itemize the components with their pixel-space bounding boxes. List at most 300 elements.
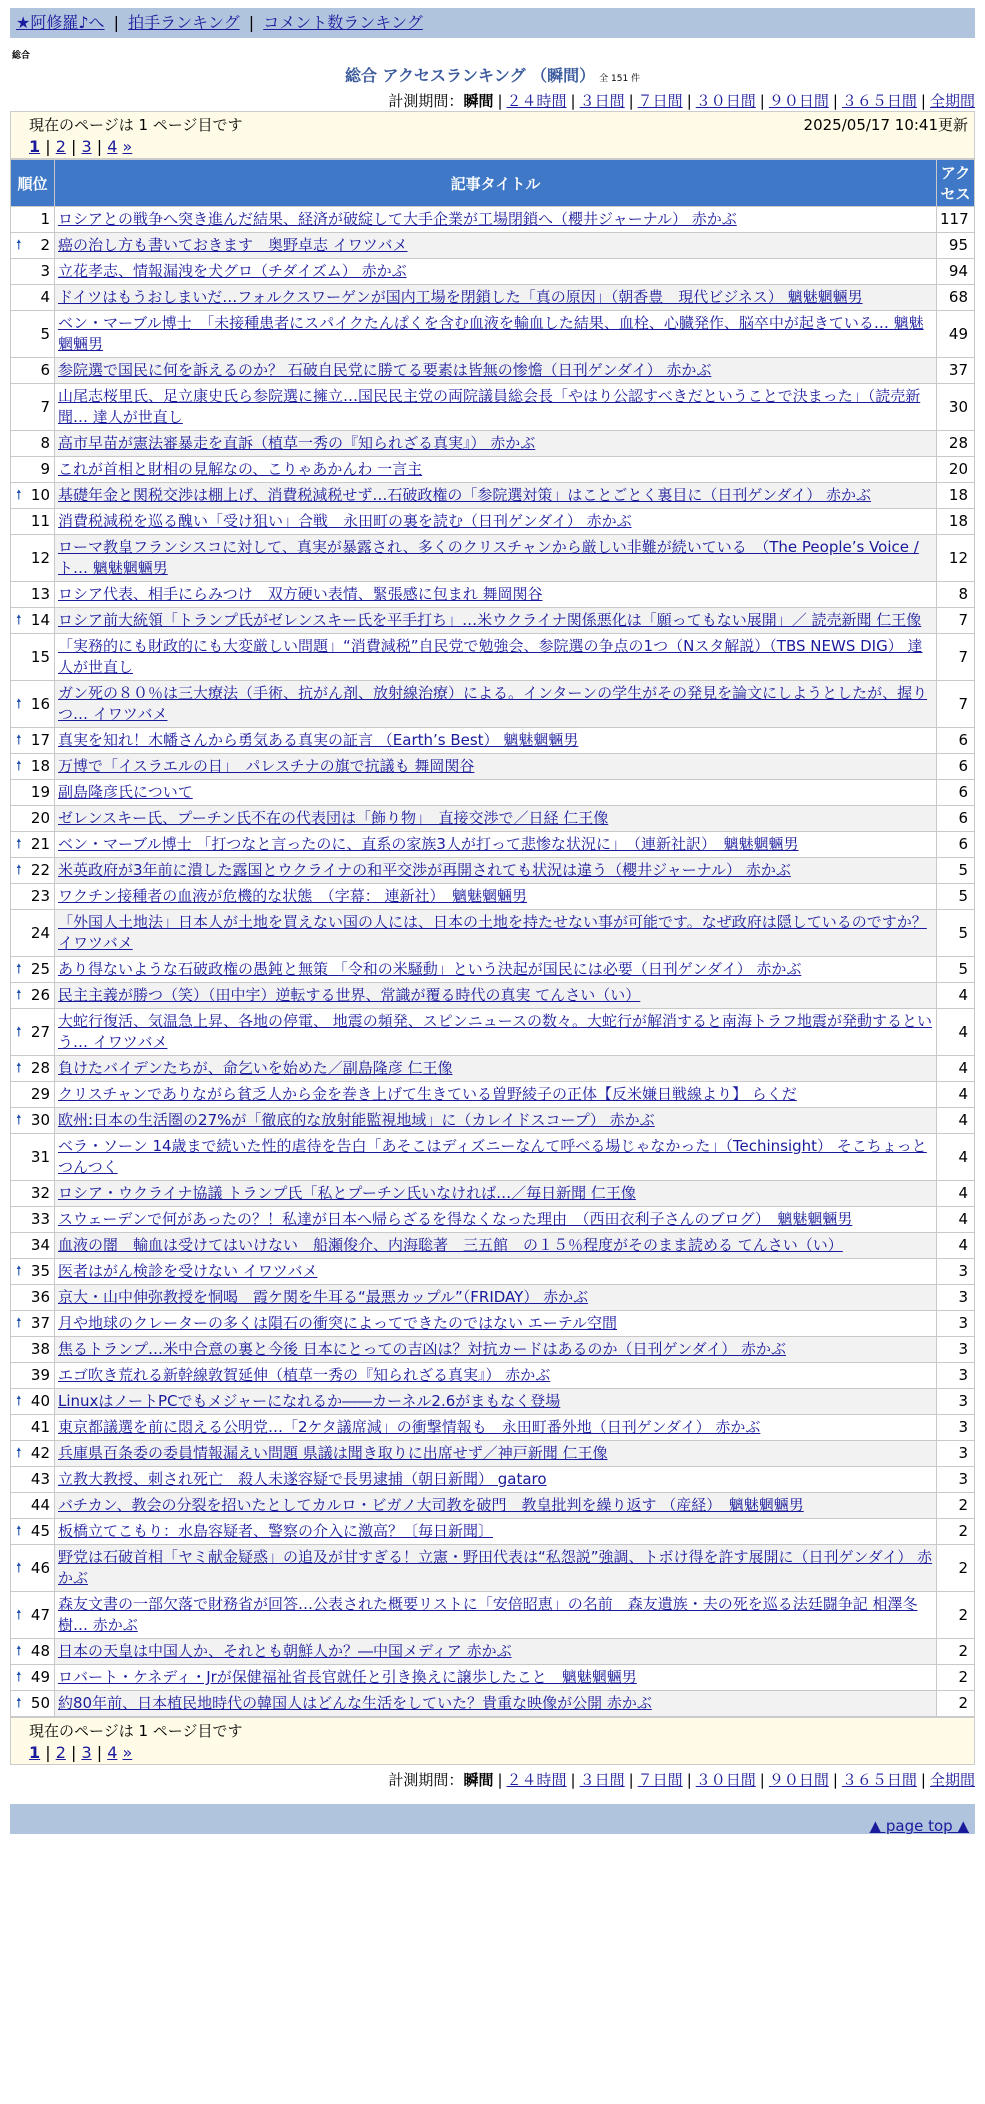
title-cell: [55, 259, 937, 285]
table-row: [11, 285, 975, 311]
article-link[interactable]: 欧州:日本の生活圏の27%が「徹底的な放射能監視地域」に（カレイドスコープ） 赤かぶ: [58, 1111, 655, 1129]
article-link[interactable]: 京大・山中伸弥教授を恫喝 霞ケ関を牛耳る“最悪カップル”（FRIDAY） 赤かぶ: [58, 1288, 589, 1306]
period-separator: |: [570, 92, 576, 110]
access-count: 20: [937, 457, 975, 483]
rank-cell: [11, 1108, 55, 1134]
title-cell: [55, 1337, 937, 1363]
up-arrow-icon: 🠕: [16, 733, 22, 748]
rank-cell: [11, 1259, 55, 1285]
rank-number: 19: [30, 783, 50, 801]
title-cell: [55, 1415, 937, 1441]
article-link[interactable]: ドイツはもうおしまいだ…フォルクスワーゲンが国内工場を閉鎖した「真の原因」（朝香豊 現代ビジネス） 魑魅魍魎男: [58, 288, 863, 306]
article-link[interactable]: 消費税減税を巡る醜い「受け狙い」合戦 永田町の裏を読む（日刊ゲンダイ） 赤かぶ: [58, 512, 632, 530]
title-cell: [55, 207, 937, 233]
page-separator: |: [40, 1743, 56, 1762]
table-row: [11, 681, 975, 728]
article-link[interactable]: ベン・マーブル博士 「未接種患者にスパイクたんぱくを含む血液を輸血した結果、血栓、心臓発作、脳卒中が起きている… 魑魅魍魎男: [58, 314, 924, 353]
article-link[interactable]: ゼレンスキー氏、プーチン氏不在の代表団は「飾り物」 直接交渉で／日経 仁王像: [58, 809, 609, 827]
period-link[interactable]: ３６５日間: [841, 92, 917, 110]
article-link[interactable]: 大蛇行復活、気温急上昇、各地の停電、 地震の頻発、スピンニュースの数々。大蛇行が解消すると南海トラフ地震が発動するという… イワツバメ: [58, 1012, 933, 1051]
table-row: [11, 1056, 975, 1082]
rank-cell: [11, 311, 55, 358]
page-link[interactable]: 4: [107, 1743, 118, 1762]
rank-cell: [11, 634, 55, 681]
rank-header: 順位: [11, 160, 55, 207]
rank-number: 43: [30, 1470, 50, 1488]
rank-number: 26: [30, 986, 50, 1004]
up-arrow-icon: 🠕: [16, 1316, 22, 1331]
table-row: [11, 1311, 975, 1337]
access-count: 12: [937, 535, 975, 582]
page-link[interactable]: 3: [81, 1743, 92, 1762]
rank-cell: [11, 780, 55, 806]
rank-cell: [11, 957, 55, 983]
up-arrow-icon: 🠕: [16, 1607, 22, 1623]
rank-number: 41: [30, 1418, 50, 1436]
table-row: [11, 509, 975, 535]
access-count: 4: [937, 1181, 975, 1207]
table-row: [11, 1285, 975, 1311]
access-count: 94: [937, 259, 975, 285]
table-row: [11, 634, 975, 681]
page-top-link[interactable]: ▲ page top ▲: [869, 1817, 969, 1835]
access-count: 2: [937, 1493, 975, 1519]
page-separator: |: [91, 137, 108, 156]
title-cell: [55, 233, 937, 259]
rank-cell: [11, 1207, 55, 1233]
home-link[interactable]: ★阿修羅♪へ: [16, 13, 105, 32]
table-row: [11, 1009, 975, 1056]
access-count: 5: [937, 910, 975, 957]
page-link[interactable]: 1: [29, 1743, 41, 1762]
rank-number: 10: [30, 486, 50, 504]
table-row: [11, 259, 975, 285]
article-link[interactable]: クリスチャンでありながら貧乏人から金を巻き上げて生きている曽野綾子の正体【反米嫌日戦線より】 らくだ: [58, 1085, 797, 1103]
access-count: 5: [937, 957, 975, 983]
rank-cell: [11, 1337, 55, 1363]
rank-cell: [11, 884, 55, 910]
article-link[interactable]: ロシアとの戦争へ突き進んだ結果、経済が破綻して大手企業が工場閉鎖へ（櫻井ジャーナル） 赤かぶ: [58, 210, 737, 228]
rank-number: 50: [30, 1694, 50, 1712]
access-count: 4: [937, 1207, 975, 1233]
access-count: 3: [937, 1389, 975, 1415]
period-label: 計測期間：: [388, 1771, 464, 1789]
table-row: [11, 780, 975, 806]
article-link[interactable]: 山尾志桜里氏、足立康史氏ら参院選に擁立…国民民主党の両院議員総会長「やはり公認すべきだということで決まった」（読売新聞… 達人が世直し: [58, 387, 921, 426]
rank-cell: [11, 1467, 55, 1493]
period-separator: |: [920, 1771, 926, 1789]
article-link[interactable]: バチカン、教会の分裂を招いたとしてカルロ・ビガノ大司教を破門 教皇批判を繰り返す （産経） 魑魅魍魎男: [58, 1496, 804, 1514]
access-count: 4: [937, 1134, 975, 1181]
up-arrow-icon: 🠕: [16, 962, 22, 977]
table-row: [11, 983, 975, 1009]
period-selector-bottom: [10, 1769, 975, 1790]
title-cell: [55, 1592, 937, 1639]
rank-number: 44: [30, 1496, 50, 1514]
page-link[interactable]: 3: [81, 137, 92, 156]
table-row: [11, 358, 975, 384]
period-link[interactable]: ２４時間: [506, 92, 567, 110]
up-arrow-icon: 🠕: [16, 1670, 22, 1685]
rank-number: 9: [40, 460, 50, 478]
period-link[interactable]: ７日間: [637, 1771, 683, 1789]
rank-number: 33: [30, 1210, 50, 1228]
title-cell: [55, 754, 937, 780]
access-count: 2: [937, 1545, 975, 1592]
title-cell: [55, 1207, 937, 1233]
rank-number: 48: [30, 1642, 50, 1660]
title-cell: [55, 311, 937, 358]
access-count: 28: [937, 431, 975, 457]
article-link[interactable]: 「実務的にも財政的にも大変厳しい問題」“消費減税”自民党で勉強会、参院選の争点の1つ（Nスタ解説）（TBS NEWS DIG） 達人が世直し: [58, 637, 923, 676]
next-page-link[interactable]: »: [122, 1743, 133, 1762]
period-link[interactable]: ２４時間: [506, 1771, 567, 1789]
rank-cell: [11, 608, 55, 634]
rank-cell: [11, 1233, 55, 1259]
period-link[interactable]: ７日間: [637, 92, 683, 110]
access-count: 3: [937, 1259, 975, 1285]
rank-number: 4: [40, 288, 50, 306]
total-count: 全 151 件: [599, 74, 641, 84]
rank-cell: [11, 1056, 55, 1082]
rank-number: 14: [30, 611, 50, 629]
pagination-box: [10, 111, 975, 159]
table-row: [11, 431, 975, 457]
access-count: 7: [937, 634, 975, 681]
rank-cell: [11, 754, 55, 780]
table-row: [11, 1389, 975, 1415]
title-header: 記事タイトル: [55, 160, 937, 207]
title-cell: [55, 780, 937, 806]
up-arrow-icon: 🠕: [16, 613, 22, 628]
period-link[interactable]: ３日間: [579, 92, 625, 110]
table-row: [11, 207, 975, 233]
rank-number: 16: [30, 694, 50, 713]
page-separator: |: [65, 137, 82, 156]
rank-cell: [11, 1389, 55, 1415]
title-cell: [55, 1389, 937, 1415]
table-row: [11, 1493, 975, 1519]
up-arrow-icon: 🠕: [16, 988, 22, 1003]
up-arrow-icon: 🠕: [16, 1113, 22, 1128]
article-link[interactable]: ガン死の８０％は三大療法（手術、抗がん剤、放射線治療）による。インターンの学生がその発見を論文にしようとしたが、握りつ… イワツバメ: [58, 684, 928, 723]
access-count: 2: [937, 1592, 975, 1639]
title-cell: [55, 858, 937, 884]
rank-number: 2: [40, 236, 50, 254]
article-link[interactable]: 日本の天皇は中国人か、それとも朝鮮人か？―中国メディア 赤かぶ: [58, 1642, 512, 1660]
article-link[interactable]: 医者はがん検診を受けない イワツバメ: [58, 1262, 318, 1280]
access-count: 68: [937, 285, 975, 311]
period-link[interactable]: ３６５日間: [841, 1771, 917, 1789]
article-link[interactable]: 癌の治し方も書いておきます 奥野卓志 イワツバメ: [58, 236, 408, 254]
rank-cell: [11, 1639, 55, 1665]
article-link[interactable]: あり得ないような石破政権の愚鈍と無策 「令和の米騒動」という決起が国民には必要（日刊ゲンダイ） 赤かぶ: [58, 960, 802, 978]
table-row: [11, 957, 975, 983]
title-cell: [55, 1009, 937, 1056]
rank-number: 24: [30, 923, 50, 942]
access-count: 4: [937, 1056, 975, 1082]
up-arrow-icon: 🠕: [16, 238, 22, 253]
article-link[interactable]: 約80年前、日本植民地時代の韓国人はどんな生活をしていた？貴重な映像が公開 赤かぶ: [58, 1694, 652, 1712]
article-link[interactable]: エゴ吹き荒れる新幹線敦賀延伸（植草一秀の『知られざる真実』） 赤かぶ: [58, 1366, 551, 1384]
access-count: 2: [937, 1691, 975, 1717]
rank-number: 5: [40, 324, 50, 343]
title-cell: [55, 681, 937, 728]
article-link[interactable]: 万博で「イスラエルの日」 パレスチナの旗で抗議も 舞岡関谷: [58, 757, 475, 775]
rank-cell: [11, 582, 55, 608]
article-link[interactable]: ロシア・ウクライナ協議 トランプ氏「私とプーチン氏いなければ…／毎日新聞 仁王像: [58, 1184, 636, 1202]
rank-number: 45: [30, 1522, 50, 1540]
rank-number: 11: [30, 512, 50, 530]
ranking-title: 総合 アクセスランキング （瞬間）: [344, 66, 596, 85]
period-separator: |: [759, 1771, 765, 1789]
rank-number: 8: [40, 434, 50, 452]
access-count: 117: [937, 207, 975, 233]
rank-number: 36: [30, 1288, 50, 1306]
period-link[interactable]: ９０日間: [768, 92, 829, 110]
title-cell: [55, 285, 937, 311]
page-link[interactable]: 1: [29, 137, 41, 156]
up-arrow-icon: 🠕: [16, 488, 22, 503]
rank-cell: [11, 233, 55, 259]
rank-cell: [11, 259, 55, 285]
article-link[interactable]: 野党は石破首相「ヤミ献金疑惑」の追及が甘すぎる！立憲・野田代表は“私怨説”強調、トボけ得を許す展開に（日刊ゲンダイ） 赤かぶ: [58, 1548, 933, 1587]
article-link[interactable]: 基礎年金と関税交渉は棚上げ、消費税減税せず…石破政権の「参院選対策」はことごとく裏目に（日刊ゲンダイ） 赤かぶ: [58, 486, 871, 504]
article-link[interactable]: ワクチン接種者の血液が危機的な状態 （字幕： 連新社） 魑魅魍魎男: [58, 887, 528, 905]
access-count: 3: [937, 1311, 975, 1337]
access-count: 4: [937, 1233, 975, 1259]
table-row: [11, 1207, 975, 1233]
rank-number: 28: [30, 1059, 50, 1077]
article-link[interactable]: 民主主義が勝つ（笑）（田中宇）逆転する世界、常識が覆る時代の真実 てんさい（い）: [58, 986, 641, 1004]
title-cell: [55, 1285, 937, 1311]
period-separator: |: [920, 92, 926, 110]
updated-timestamp: 2025/05/17 10:41更新: [803, 116, 968, 134]
title-cell: [55, 728, 937, 754]
article-link[interactable]: 焦るトランプ…米中合意の裏と今後 日本にとっての吉凶は？対抗カードはあるのか（日刊ゲンダイ） 赤かぶ: [58, 1340, 787, 1358]
rank-number: 47: [30, 1605, 50, 1624]
top-nav: [10, 8, 975, 38]
period-separator: |: [686, 1771, 692, 1789]
access-count: 4: [937, 1082, 975, 1108]
access-count: 4: [937, 1108, 975, 1134]
table-row: [11, 582, 975, 608]
table-row: [11, 535, 975, 582]
title-cell: [55, 358, 937, 384]
up-arrow-icon: 🠕: [16, 1394, 22, 1409]
article-link[interactable]: ローマ教皇フランシスコに対して、真実が暴露され、多くのクリスチャンから厳しい非難が続いている （The People’s Voice / ト… 魑魅魍魎男: [58, 538, 919, 577]
rank-cell: [11, 1082, 55, 1108]
period-current: 瞬間: [463, 1771, 494, 1789]
article-link[interactable]: LinuxはノートPCでもメジャーになれるか――カーネル2.6がまもなく登場: [58, 1392, 561, 1410]
article-link[interactable]: ベン・マーブル博士 「打つなと言ったのに、直系の家族3人が打って悲惨な状況に」 （連新社訳） 魑魅魍魎男: [58, 835, 799, 853]
table-row: [11, 832, 975, 858]
article-link[interactable]: ロバート・ケネディ・Jrが保健福祉省長官就任と引き換えに譲歩したこと 魑魅魍魎男: [58, 1668, 637, 1686]
access-count: 3: [937, 1415, 975, 1441]
rank-cell: [11, 509, 55, 535]
title-cell: [55, 832, 937, 858]
title-cell: [55, 608, 937, 634]
rank-cell: [11, 285, 55, 311]
rank-cell: [11, 1493, 55, 1519]
title-cell: [55, 1519, 937, 1545]
rank-number: 12: [30, 548, 50, 567]
table-row: [11, 1259, 975, 1285]
article-link[interactable]: 立教大教授、刺され死亡 殺人未遂容疑で長男逮捕（朝日新聞） gataro: [58, 1470, 547, 1488]
period-link[interactable]: ３０日間: [695, 92, 756, 110]
period-link[interactable]: 全期間: [929, 1771, 975, 1789]
access-count: 7: [937, 681, 975, 728]
title-cell: [55, 1259, 937, 1285]
rank-number: 30: [30, 1111, 50, 1129]
page-link[interactable]: 4: [107, 137, 118, 156]
period-link[interactable]: 全期間: [929, 92, 975, 110]
title-cell: [55, 1545, 937, 1592]
nav-separator: |: [248, 13, 255, 32]
period-link[interactable]: ９０日間: [768, 1771, 829, 1789]
title-cell: [55, 957, 937, 983]
period-separator: |: [570, 1771, 576, 1789]
rank-cell: [11, 457, 55, 483]
rank-number: 20: [30, 809, 50, 827]
table-row: [11, 858, 975, 884]
table-row: [11, 1415, 975, 1441]
rank-number: 13: [30, 585, 50, 603]
rank-number: 27: [30, 1022, 50, 1041]
table-row: [11, 754, 975, 780]
period-separator: |: [628, 1771, 634, 1789]
up-arrow-icon: 🠕: [16, 759, 22, 774]
article-link[interactable]: 「外国人土地法」日本人が土地を買えない国の人には、日本の土地を持たせない事が可能です。なぜ政府は隠しているのですか？ イワツバメ: [58, 913, 927, 952]
rank-cell: [11, 983, 55, 1009]
article-link[interactable]: ロシア前大統領「トランプ氏がゼレンスキー氏を平手打ち」…米ウクライナ関係悪化は「願ってもない展開」／ 読売新聞 仁王像: [58, 611, 922, 629]
table-row: [11, 1467, 975, 1493]
access-count: 2: [937, 1665, 975, 1691]
table-row: [11, 728, 975, 754]
up-arrow-icon: 🠕: [16, 1446, 22, 1461]
rank-number: 15: [30, 647, 50, 666]
article-link[interactable]: 参院選で国民に何を訴えるのか？ 石破自民党に勝てる要素は皆無の惨憺（日刊ゲンダイ） 赤かぶ: [58, 361, 712, 379]
title-cell: [55, 535, 937, 582]
title-cell: [55, 431, 937, 457]
title-cell: [55, 1691, 937, 1717]
rank-number: 32: [30, 1184, 50, 1202]
title-cell: [55, 1311, 937, 1337]
article-link[interactable]: ロシア代表、相手にらみつけ 双方硬い表情、緊張感に包まれ 舞岡関谷: [58, 585, 543, 603]
rank-number: 25: [30, 960, 50, 978]
rank-cell: [11, 384, 55, 431]
article-link[interactable]: ベラ・ソーン 14歳まで続いた性的虐待を告白「あそこはディズニーなんて呼べる場じゃなかった」（Techinsight） そこちょっとつんつく: [58, 1137, 927, 1176]
rank-number: 23: [30, 887, 50, 905]
title-cell: [55, 1233, 937, 1259]
access-count: 95: [937, 233, 975, 259]
access-count: 3: [937, 1337, 975, 1363]
table-row: [11, 311, 975, 358]
access-count: 37: [937, 358, 975, 384]
article-link[interactable]: 森友文書の一部欠落で財務省が回答…公表された概要リストに「安倍昭恵」の名前 森友遺族・夫の死を巡る法廷闘争記 相澤冬樹… 赤かぶ: [58, 1595, 918, 1634]
ranking-table: [10, 159, 975, 1717]
title-cell: [55, 1363, 937, 1389]
rank-cell: [11, 806, 55, 832]
page-separator: |: [40, 137, 56, 156]
access-count: 2: [937, 1639, 975, 1665]
period-separator: |: [832, 92, 838, 110]
rank-cell: [11, 1415, 55, 1441]
rank-number: 39: [30, 1366, 50, 1384]
article-link[interactable]: 月や地球のクレーターの多くは隕石の衝突によってできたのではない エーテル空間: [58, 1314, 618, 1332]
page-separator: |: [65, 1743, 82, 1762]
title-cell: [55, 1181, 937, 1207]
page-title: [10, 63, 975, 86]
rank-number: 31: [30, 1147, 50, 1166]
title-cell: [55, 806, 937, 832]
rank-number: 46: [30, 1558, 50, 1577]
article-link[interactable]: 東京都議選を前に悶える公明党…「2ケタ議席減」の衝撃情報も 永田町番外地（日刊ゲンダイ） 赤かぶ: [58, 1418, 761, 1436]
page-links: [29, 137, 968, 156]
rank-cell: [11, 910, 55, 957]
article-link[interactable]: 高市早苗が憲法審暴走を直訴（植草一秀の『知られざる真実』） 赤かぶ: [58, 434, 536, 452]
access-count: 6: [937, 728, 975, 754]
period-link[interactable]: ３日間: [579, 1771, 625, 1789]
article-link[interactable]: 真実を知れ！木幡さんから勇気ある真実の証言 （Earth’s Best） 魑魅魍魎男: [58, 731, 579, 749]
applause-ranking-link[interactable]: 拍手ランキング: [128, 13, 240, 32]
period-link[interactable]: ３０日間: [695, 1771, 756, 1789]
article-link[interactable]: これが首相と財相の見解なの、こりゃあかんわ 一言主: [58, 460, 423, 478]
rank-cell: [11, 728, 55, 754]
article-link[interactable]: 負けたバイデンたちが、命乞いを始めた／副島隆彦 仁王像: [58, 1059, 453, 1077]
title-cell: [55, 509, 937, 535]
rank-cell: [11, 1311, 55, 1337]
table-row: [11, 1441, 975, 1467]
access-count: 3: [937, 1441, 975, 1467]
rank-number: 17: [30, 731, 50, 749]
next-page-link[interactable]: »: [122, 137, 133, 156]
article-link[interactable]: 兵庫県百条委の委員情報漏えい問題 県議は聞き取りに出席せず／神戸新聞 仁王像: [58, 1444, 608, 1462]
article-link[interactable]: 米英政府が3年前に潰した露国とウクライナの和平交渉が再開されても状況は違う（櫻井ジャーナル） 赤かぶ: [58, 861, 791, 879]
page-link[interactable]: 2: [55, 137, 66, 156]
current-page-text: 現在のページは 1 ページ目です: [29, 1722, 243, 1740]
access-count: 8: [937, 582, 975, 608]
nav-separator: |: [113, 13, 120, 32]
comment-ranking-link[interactable]: コメント数ランキング: [263, 13, 423, 32]
rank-number: 18: [30, 757, 50, 775]
table-row: [11, 1363, 975, 1389]
rank-number: 35: [30, 1262, 50, 1280]
article-link[interactable]: 立花孝志、情報漏洩を犬グロ（チダイズム） 赤かぶ: [58, 262, 407, 280]
title-cell: [55, 384, 937, 431]
up-arrow-icon: 🠕: [16, 1524, 22, 1539]
table-row: [11, 233, 975, 259]
title-cell: [55, 1082, 937, 1108]
article-link[interactable]: スウェーデンで何があったの？！私達が日本へ帰らざるを得なくなった理由 （西田衣利子さんのブログ） 魑魅魍魎男: [58, 1210, 853, 1228]
title-cell: [55, 1056, 937, 1082]
article-link[interactable]: 板橋立てこもり：水島容疑者、警察の介入に激高？〔毎日新聞〕: [58, 1522, 494, 1540]
article-link[interactable]: 血液の闇 輸血は受けてはいけない 船瀬俊介、内海聡著 三五館 の１５％程度がそのまま読める てんさい（い）: [58, 1236, 843, 1254]
access-count: 6: [937, 780, 975, 806]
rank-number: 21: [30, 835, 50, 853]
page-link[interactable]: 2: [55, 1743, 66, 1762]
title-cell: [55, 1665, 937, 1691]
period-separator: |: [686, 92, 692, 110]
article-link[interactable]: 副島隆彦氏について: [58, 783, 193, 801]
rank-cell: [11, 358, 55, 384]
period-label: 計測期間：: [388, 92, 464, 110]
up-arrow-icon: 🠕: [16, 1560, 22, 1576]
rank-cell: [11, 681, 55, 728]
rank-cell: [11, 1285, 55, 1311]
period-separator: |: [832, 1771, 838, 1789]
title-cell: [55, 1108, 937, 1134]
